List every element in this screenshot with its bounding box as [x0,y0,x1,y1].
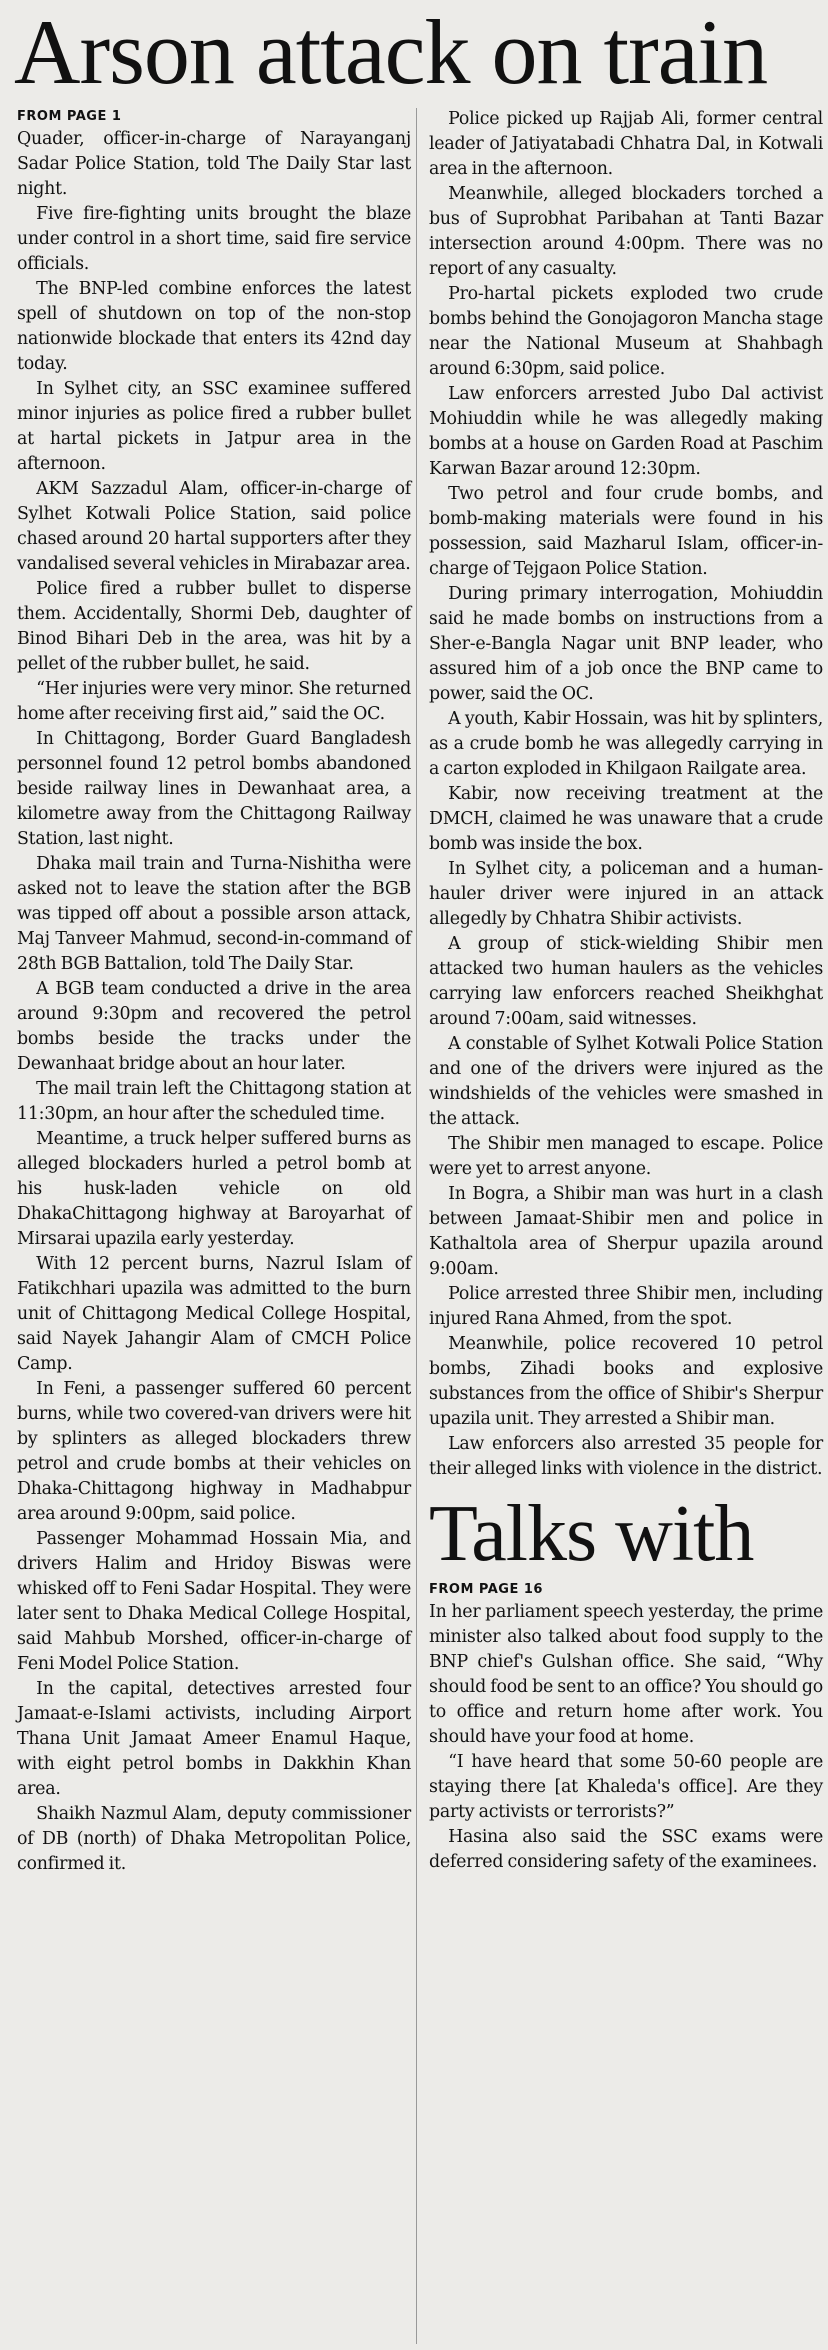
article-paragraph: Police arrested three Shibir men, including injured Rana Ahmed, from the spot. [429,1284,823,1329]
article-paragraph: The Shibir men managed to escape. Police were yet to arrest anyone. [429,1134,823,1179]
article-body-left [17,127,411,1877]
article-paragraph: In Bogra, a Shibir man was hurt in a clash between Jamaat-Shibir men and police in Kathaltola area of Sherpur upazila around 9:00am. [429,1184,823,1279]
article-paragraph: Meanwhile, police recovered 10 petrol bombs, Zihadi books and explosive substances from the office of Shibir's Sherpur upazila unit. They arrested a Shibir man. [429,1334,823,1429]
article-paragraph: Dhaka mail train and Turna-Nishitha were asked not to leave the station after the BGB was tipped off about a possible arson attack, Maj Tanveer Mahmud, second-in-command of 28th BGB Battalion, told The Daily Star. [17,854,411,974]
article-column-right [429,107,823,1875]
article-paragraph: A BGB team conducted a drive in the area around 9:30pm and recovered the petrol bombs beside the tracks under the Dewanhaat bridge about an hour later. [17,979,411,1074]
article-paragraph: During primary interrogation, Mohiuddin said he made bombs on instructions from a Sher-e-Bangla Nagar unit BNP leader, who assured him of a job once the BNP came to power, said the OC. [429,584,823,704]
article-paragraph: Hasina also said the SSC exams were deferred considering safety of the examinees. [429,1827,823,1872]
article-paragraph: “I have heard that some 50-60 people are staying there [at Khaleda's office]. Are they party activists or terrorists?” [429,1752,823,1822]
article-paragraph: Meantime, a truck helper suffered burns as alleged blockaders hurled a petrol bomb at his husk-laden vehicle on old DhakaChittagong highway at Baroyarhat of Mirsarai upazila early yesterday. [17,1129,411,1249]
article-paragraph: Two petrol and four crude bombs, and bomb-making materials were found in his possession, said Mazharul Islam, officer-in-charge of Tejgaon Police Station. [429,484,823,579]
article-paragraph: In her parliament speech yesterday, the prime minister also talked about food supply to the BNP chief's Gulshan office. She said, “Why should food be sent to an office? You should go to office and return home after work. You should have your food at home. [429,1602,823,1747]
article-paragraph: “Her injuries were very minor. She returned home after receiving first aid,” said the OC. [17,679,411,724]
second-article-headline: Talks with [429,1490,754,1578]
article-paragraph: In Feni, a passenger suffered 60 percent burns, while two covered-van drivers were hit by splinters as alleged blockaders threw petrol and crude bombs at their vehicles on Dhaka-Chittagong highway in Madhabpur area around 9:00pm, said police. [17,1379,411,1524]
article-paragraph: With 12 percent burns, Nazrul Islam of Fatikchhari upazila was admitted to the burn unit of Chittagong Medical College Hospital, said Nayek Jahangir Alam of CMCH Police Camp. [17,1254,411,1374]
article-headline: Arson attack on train [14,1,768,103]
jump-line: FROM PAGE 1 [17,109,122,124]
article-paragraph: Quader, officer-in-charge of Narayanganj Sadar Police Station, told The Daily Star last night. [17,129,411,199]
article-paragraph: Meanwhile, alleged blockaders torched a bus of Suprobhat Paribahan at Tanti Bazar intersection around 4:00pm. There was no report of any casualty. [429,184,823,279]
article-paragraph: Law enforcers also arrested 35 people for their alleged links with violence in the district. [429,1434,823,1479]
article-paragraph: Shaikh Nazmul Alam, deputy commissioner of DB (north) of Dhaka Metropolitan Police, confirmed it. [17,1804,411,1874]
article-paragraph: The mail train left the Chittagong station at 11:30pm, an hour after the scheduled time. [17,1079,411,1124]
article-paragraph: Police fired a rubber bullet to disperse them. Accidentally, Shormi Deb, daughter of Binod Bihari Deb in the area, was hit by a pellet of the rubber bullet, he said. [17,579,411,674]
article-paragraph: In Chittagong, Border Guard Bangladesh personnel found 12 petrol bombs abandoned beside railway lines in Dewanhaat area, a kilometre away from the Chittagong Railway Station, last night. [17,729,411,849]
article-paragraph: In Sylhet city, a policeman and a human-hauler driver were injured in an attack allegedly by Chhatra Shibir activists. [429,859,823,929]
article-paragraph: AKM Sazzadul Alam, officer-in-charge of Sylhet Kotwali Police Station, said police chased around 20 hartal supporters after they vandalised several vehicles in Mirabazar area. [17,479,411,574]
article-paragraph: A youth, Kabir Hossain, was hit by splinters, as a crude bomb he was allegedly carrying in a carton exploded in Khilgaon Railgate area. [429,709,823,779]
article-paragraph: Kabir, now receiving treatment at the DMCH, claimed he was unaware that a crude bomb was inside the box. [429,784,823,854]
article-paragraph: A constable of Sylhet Kotwali Police Station and one of the drivers were injured as the windshields of the vehicles were smashed in the attack. [429,1034,823,1129]
article-paragraph: Law enforcers arrested Jubo Dal activist Mohiuddin while he was allegedly making bombs at a house on Garden Road at Paschim Karwan Bazar around 12:30pm. [429,384,823,479]
article-paragraph: Police picked up Rajjab Ali, former central leader of Jatiyatabadi Chhatra Dal, in Kotwali area in the afternoon. [429,109,823,179]
article-paragraph: A group of stick-wielding Shibir men attacked two human haulers as the vehicles carrying law enforcers reached Sheikhghat around 7:00am, said witnesses. [429,934,823,1029]
article-column-left [17,107,411,1877]
article-paragraph: Passenger Mohammad Hossain Mia, and drivers Halim and Hridoy Biswas were whisked off to Feni Sadar Hospital. They were later sent to Dhaka Medical College Hospital, said Mahbub Morshed, officer-in-charge of Feni Model Police Station. [17,1529,411,1674]
article-body-right [429,107,823,1482]
article-paragraph: Pro-hartal pickets exploded two crude bombs behind the Gonojagoron Mancha stage near the National Museum at Shahbagh around 6:30pm, said police. [429,284,823,379]
article-paragraph: The BNP-led combine enforces the latest spell of shutdown on top of the non-stop nationwide blockade that enters its 42nd day today. [17,279,411,374]
second-article-jump-line: FROM PAGE 16 [429,1582,543,1597]
article-paragraph: Five fire-fighting units brought the blaze under control in a short time, said fire service officials. [17,204,411,274]
article-paragraph: In Sylhet city, an SSC examinee suffered minor injuries as police fired a rubber bullet at hartal pickets in Jatpur area in the afternoon. [17,379,411,474]
second-article-body [429,1600,823,1875]
column-divider [416,108,417,2344]
article-paragraph: In the capital, detectives arrested four Jamaat-e-Islami activists, including Airport Thana Unit Jamaat Ameer Enamul Haque, with eight petrol bombs in Dakkhin Khan area. [17,1679,411,1799]
